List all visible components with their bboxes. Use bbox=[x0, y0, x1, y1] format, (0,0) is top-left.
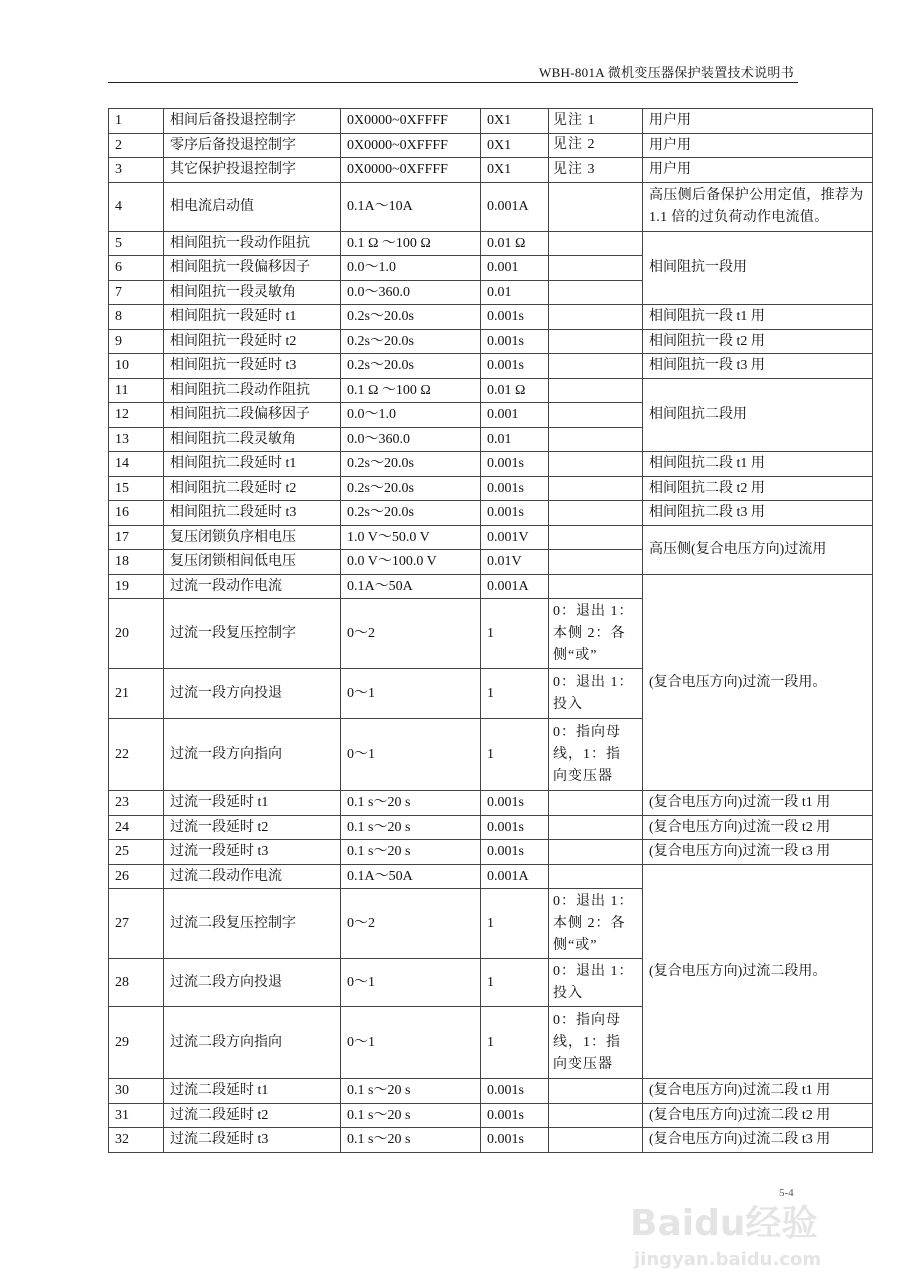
cell-range: 0.1 s～20 s bbox=[341, 815, 481, 840]
cell-note bbox=[549, 305, 643, 330]
cell-note bbox=[549, 452, 643, 477]
cell-step: 0.001s bbox=[481, 476, 549, 501]
cell-no: 26 bbox=[109, 864, 164, 889]
cell-step: 0.001s bbox=[481, 452, 549, 477]
cell-name: 过流一段方向投退 bbox=[164, 669, 341, 719]
cell-no: 1 bbox=[109, 109, 164, 134]
cell-step: 0.01 bbox=[481, 280, 549, 305]
cell-name: 相间阻抗二段延时 t3 bbox=[164, 501, 341, 526]
cell-no: 23 bbox=[109, 791, 164, 816]
cell-step: 0X1 bbox=[481, 109, 549, 134]
cell-range: 0.1A～10A bbox=[341, 182, 481, 231]
cell-note bbox=[549, 501, 643, 526]
cell-range: 0.1 s～20 s bbox=[341, 1103, 481, 1128]
table-row bbox=[109, 182, 873, 231]
cell-note: 见注 3 bbox=[549, 158, 643, 183]
cell-name: 过流二段延时 t2 bbox=[164, 1103, 341, 1128]
cell-note bbox=[549, 791, 643, 816]
cell-name: 相间阻抗一段延时 t1 bbox=[164, 305, 341, 330]
cell-range: 0.0～1.0 bbox=[341, 403, 481, 428]
cell-step: 0.001 bbox=[481, 256, 549, 281]
cell-no: 21 bbox=[109, 669, 164, 719]
cell-remark: (复合电压方向)过流一段 t1 用 bbox=[643, 791, 873, 816]
table-row bbox=[109, 574, 873, 599]
cell-no: 19 bbox=[109, 574, 164, 599]
cell-step: 0.001s bbox=[481, 1079, 549, 1104]
cell-range: 0.1A～50A bbox=[341, 574, 481, 599]
cell-step: 0.001s bbox=[481, 305, 549, 330]
cell-step: 0.01V bbox=[481, 550, 549, 575]
cell-range: 0.0 V～100.0 V bbox=[341, 550, 481, 575]
table-row bbox=[109, 815, 873, 840]
cell-step: 0X1 bbox=[481, 158, 549, 183]
cell-no: 25 bbox=[109, 840, 164, 865]
cell-no: 10 bbox=[109, 354, 164, 379]
cell-step: 0.001s bbox=[481, 1128, 549, 1153]
cell-note bbox=[549, 574, 643, 599]
cell-note bbox=[549, 864, 643, 889]
cell-note bbox=[549, 280, 643, 305]
cell-step: 0.001A bbox=[481, 182, 549, 231]
cell-step: 0.001A bbox=[481, 574, 549, 599]
cell-remark: 用户用 bbox=[643, 109, 873, 134]
cell-no: 12 bbox=[109, 403, 164, 428]
cell-no: 18 bbox=[109, 550, 164, 575]
cell-remark: 相间阻抗一段 t3 用 bbox=[643, 354, 873, 379]
table-row bbox=[109, 525, 873, 550]
cell-note bbox=[549, 403, 643, 428]
cell-name: 过流二段复压控制字 bbox=[164, 889, 341, 959]
table-row bbox=[109, 305, 873, 330]
cell-note bbox=[549, 182, 643, 231]
cell-remark: 高压侧后备保护公用定值，推荐为 1.1 倍的过负荷动作电流值。 bbox=[643, 182, 873, 231]
cell-note: 0：指向母 线，1：指 向变压器 bbox=[549, 719, 643, 791]
cell-range: 0X0000~0XFFFF bbox=[341, 109, 481, 134]
cell-no: 2 bbox=[109, 133, 164, 158]
table-row bbox=[109, 158, 873, 183]
cell-no: 16 bbox=[109, 501, 164, 526]
table-row bbox=[109, 501, 873, 526]
cell-remark: 用户用 bbox=[643, 133, 873, 158]
cell-step: 0.01 bbox=[481, 427, 549, 452]
cell-step: 0.001s bbox=[481, 815, 549, 840]
cell-step: 1 bbox=[481, 959, 549, 1007]
cell-note: 0：退出 1： 本侧 2：各 侧“或” bbox=[549, 889, 643, 959]
cell-step: 0.01 Ω bbox=[481, 231, 549, 256]
cell-range: 0.2s～20.0s bbox=[341, 354, 481, 379]
table-row bbox=[109, 231, 873, 256]
cell-range: 0.0～360.0 bbox=[341, 427, 481, 452]
cell-range: 0～1 bbox=[341, 719, 481, 791]
cell-name: 相间阻抗一段偏移因子 bbox=[164, 256, 341, 281]
cell-range: 0～1 bbox=[341, 1007, 481, 1079]
cell-remark: 用户用 bbox=[643, 158, 873, 183]
cell-no: 28 bbox=[109, 959, 164, 1007]
cell-remark: 高压侧(复合电压方向)过流用 bbox=[643, 525, 873, 574]
cell-step: 0X1 bbox=[481, 133, 549, 158]
cell-remark: 相间阻抗二段 t3 用 bbox=[643, 501, 873, 526]
cell-note bbox=[549, 815, 643, 840]
cell-range: 0X0000~0XFFFF bbox=[341, 158, 481, 183]
cell-remark: 相间阻抗一段 t1 用 bbox=[643, 305, 873, 330]
cell-name: 复压闭锁负序相电压 bbox=[164, 525, 341, 550]
cell-note bbox=[549, 476, 643, 501]
cell-name: 过流一段延时 t3 bbox=[164, 840, 341, 865]
table-row bbox=[109, 109, 873, 134]
cell-remark: (复合电压方向)过流二段 t1 用 bbox=[643, 1079, 873, 1104]
cell-range: 0～1 bbox=[341, 669, 481, 719]
cell-range: 0～2 bbox=[341, 889, 481, 959]
cell-name: 相间阻抗二段偏移因子 bbox=[164, 403, 341, 428]
cell-step: 1 bbox=[481, 719, 549, 791]
table-row bbox=[109, 133, 873, 158]
cell-no: 3 bbox=[109, 158, 164, 183]
cell-name: 过流二段方向投退 bbox=[164, 959, 341, 1007]
cell-no: 31 bbox=[109, 1103, 164, 1128]
cell-name: 相间阻抗二段动作阻抗 bbox=[164, 378, 341, 403]
cell-range: 0～1 bbox=[341, 959, 481, 1007]
baidu-watermark bbox=[630, 1203, 900, 1275]
cell-name: 相间阻抗二段灵敏角 bbox=[164, 427, 341, 452]
cell-name: 过流一段方向指向 bbox=[164, 719, 341, 791]
cell-range: 0.2s～20.0s bbox=[341, 452, 481, 477]
cell-no: 32 bbox=[109, 1128, 164, 1153]
cell-remark: (复合电压方向)过流一段用。 bbox=[643, 574, 873, 791]
cell-range: 0.1 Ω ～100 Ω bbox=[341, 378, 481, 403]
cell-no: 29 bbox=[109, 1007, 164, 1079]
cell-no: 4 bbox=[109, 182, 164, 231]
cell-step: 0.001V bbox=[481, 525, 549, 550]
table-row bbox=[109, 476, 873, 501]
cell-step: 1 bbox=[481, 599, 549, 669]
cell-name: 相电流启动值 bbox=[164, 182, 341, 231]
cell-step: 0.001 bbox=[481, 403, 549, 428]
cell-name: 相间后备投退控制字 bbox=[164, 109, 341, 134]
cell-note: 0：退出 1： 投入 bbox=[549, 669, 643, 719]
table-row bbox=[109, 791, 873, 816]
table-row bbox=[109, 354, 873, 379]
cell-remark: 相间阻抗一段 t2 用 bbox=[643, 329, 873, 354]
table-row bbox=[109, 864, 873, 889]
cell-remark: 相间阻抗二段 t1 用 bbox=[643, 452, 873, 477]
cell-name: 复压闭锁相间低电压 bbox=[164, 550, 341, 575]
cell-remark: (复合电压方向)过流二段 t3 用 bbox=[643, 1128, 873, 1153]
cell-remark: (复合电压方向)过流一段 t3 用 bbox=[643, 840, 873, 865]
cell-range: 0.2s～20.0s bbox=[341, 329, 481, 354]
cell-name: 相间阻抗一段延时 t2 bbox=[164, 329, 341, 354]
cell-remark: 相间阻抗二段用 bbox=[643, 378, 873, 452]
page-header bbox=[108, 62, 798, 83]
cell-note bbox=[549, 256, 643, 281]
settings-table bbox=[108, 108, 873, 1153]
cell-note bbox=[549, 1103, 643, 1128]
cell-remark: 相间阻抗二段 t2 用 bbox=[643, 476, 873, 501]
cell-name: 相间阻抗一段延时 t3 bbox=[164, 354, 341, 379]
cell-range: 0.1 s～20 s bbox=[341, 1079, 481, 1104]
cell-name: 过流一段复压控制字 bbox=[164, 599, 341, 669]
cell-name: 相间阻抗一段灵敏角 bbox=[164, 280, 341, 305]
page-number: 5-4 bbox=[779, 1187, 794, 1199]
cell-step: 0.001A bbox=[481, 864, 549, 889]
cell-range: 0.0～1.0 bbox=[341, 256, 481, 281]
cell-remark: (复合电压方向)过流二段 t2 用 bbox=[643, 1103, 873, 1128]
cell-note: 见注 2 bbox=[549, 133, 643, 158]
cell-note: 0：退出 1： 本侧 2：各 侧“或” bbox=[549, 599, 643, 669]
cell-no: 27 bbox=[109, 889, 164, 959]
cell-name: 相间阻抗一段动作阻抗 bbox=[164, 231, 341, 256]
cell-note bbox=[549, 378, 643, 403]
cell-step: 0.001s bbox=[481, 501, 549, 526]
cell-step: 1 bbox=[481, 669, 549, 719]
cell-name: 其它保护投退控制字 bbox=[164, 158, 341, 183]
cell-no: 9 bbox=[109, 329, 164, 354]
table-row bbox=[109, 1079, 873, 1104]
cell-range: 0.1 Ω ～100 Ω bbox=[341, 231, 481, 256]
table-row bbox=[109, 1128, 873, 1153]
cell-note bbox=[549, 840, 643, 865]
cell-note bbox=[549, 550, 643, 575]
cell-no: 15 bbox=[109, 476, 164, 501]
cell-note bbox=[549, 354, 643, 379]
cell-step: 1 bbox=[481, 1007, 549, 1079]
cell-note: 见注 1 bbox=[549, 109, 643, 134]
table-row bbox=[109, 329, 873, 354]
cell-remark: (复合电压方向)过流一段 t2 用 bbox=[643, 815, 873, 840]
cell-remark: 相间阻抗一段用 bbox=[643, 231, 873, 305]
table-row bbox=[109, 378, 873, 403]
cell-note bbox=[549, 231, 643, 256]
cell-no: 8 bbox=[109, 305, 164, 330]
cell-no: 24 bbox=[109, 815, 164, 840]
cell-note: 0：指向母 线，1：指 向变压器 bbox=[549, 1007, 643, 1079]
cell-range: 0.2s～20.0s bbox=[341, 476, 481, 501]
cell-range: 0.1 s～20 s bbox=[341, 840, 481, 865]
cell-step: 0.01 Ω bbox=[481, 378, 549, 403]
cell-name: 过流一段延时 t1 bbox=[164, 791, 341, 816]
table-row bbox=[109, 840, 873, 865]
cell-name: 过流二段动作电流 bbox=[164, 864, 341, 889]
cell-no: 30 bbox=[109, 1079, 164, 1104]
cell-note bbox=[549, 1079, 643, 1104]
cell-name: 零序后备投退控制字 bbox=[164, 133, 341, 158]
cell-remark: (复合电压方向)过流二段用。 bbox=[643, 864, 873, 1079]
cell-range: 0.0～360.0 bbox=[341, 280, 481, 305]
cell-no: 11 bbox=[109, 378, 164, 403]
cell-step: 0.001s bbox=[481, 791, 549, 816]
cell-name: 过流二段延时 t3 bbox=[164, 1128, 341, 1153]
cell-no: 7 bbox=[109, 280, 164, 305]
cell-range: 1.0 V～50.0 V bbox=[341, 525, 481, 550]
cell-no: 17 bbox=[109, 525, 164, 550]
cell-note bbox=[549, 525, 643, 550]
cell-name: 过流一段动作电流 bbox=[164, 574, 341, 599]
cell-range: 0.2s～20.0s bbox=[341, 305, 481, 330]
cell-note bbox=[549, 427, 643, 452]
cell-note bbox=[549, 1128, 643, 1153]
cell-no: 6 bbox=[109, 256, 164, 281]
document-title: WBH-801A 微机变压器保护装置技术说明书 bbox=[539, 65, 794, 80]
cell-no: 20 bbox=[109, 599, 164, 669]
cell-step: 0.001s bbox=[481, 354, 549, 379]
cell-range: 0.2s～20.0s bbox=[341, 501, 481, 526]
table-row bbox=[109, 452, 873, 477]
cell-note bbox=[549, 329, 643, 354]
cell-step: 0.001s bbox=[481, 840, 549, 865]
cell-name: 过流二段延时 t1 bbox=[164, 1079, 341, 1104]
cell-range: 0.1A～50A bbox=[341, 864, 481, 889]
cell-step: 0.001s bbox=[481, 329, 549, 354]
cell-range: 0.1 s～20 s bbox=[341, 791, 481, 816]
cell-name: 相间阻抗二段延时 t2 bbox=[164, 476, 341, 501]
cell-no: 14 bbox=[109, 452, 164, 477]
cell-name: 相间阻抗二段延时 t1 bbox=[164, 452, 341, 477]
cell-no: 22 bbox=[109, 719, 164, 791]
cell-name: 过流一段延时 t2 bbox=[164, 815, 341, 840]
cell-range: 0～2 bbox=[341, 599, 481, 669]
cell-step: 0.001s bbox=[481, 1103, 549, 1128]
cell-no: 5 bbox=[109, 231, 164, 256]
table-row bbox=[109, 1103, 873, 1128]
cell-note: 0：退出 1： 投入 bbox=[549, 959, 643, 1007]
cell-name: 过流二段方向指向 bbox=[164, 1007, 341, 1079]
cell-range: 0.1 s～20 s bbox=[341, 1128, 481, 1153]
cell-no: 13 bbox=[109, 427, 164, 452]
cell-range: 0X0000~0XFFFF bbox=[341, 133, 481, 158]
cell-step: 1 bbox=[481, 889, 549, 959]
watermark-logo: Baidu经验 bbox=[630, 1203, 818, 1244]
watermark-url: jingyan.baidu.com bbox=[634, 1249, 822, 1270]
